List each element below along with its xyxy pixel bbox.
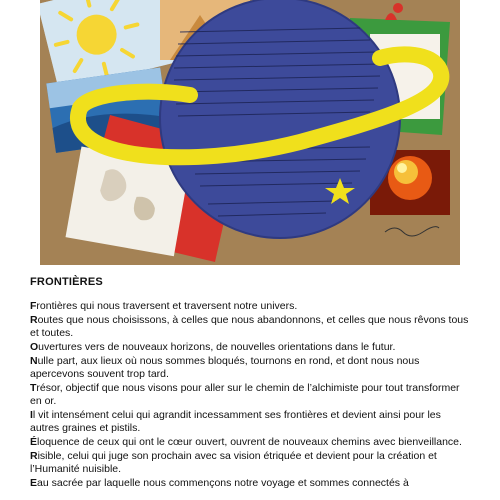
poem-paragraph: Eau sacrée par laquelle nous commençons notre voyage et sommes connectés à [30, 477, 409, 489]
poem-title: FRONTIÈRES [30, 276, 103, 288]
poem-paragraph: Ouvertures vers de nouveaux horizons, de nouvelles orientations dans le futur. [30, 341, 396, 353]
collage-illustration [40, 0, 460, 265]
poem-paragraph: Il vit intensément celui qui agrandit incessamment ses frontières et devient ainsi pour les autres graines et pistils. [30, 409, 441, 434]
poem-paragraph: Éloquence de ceux qui ont le cœur ouvert, ouvrent de nouveaux chemins avec bienveillance. [30, 436, 462, 448]
poem-paragraph: Routes que nous choisissons, à celles que nous abandonnons, et celles que nous rêvons tous et toutes. [30, 314, 469, 339]
poem-paragraph: Trésor, objectif que nous visons pour aller sur le chemin de l’alchimiste pour tout transformer en or. [30, 382, 460, 407]
poem-paragraph: Risible, celui qui juge son prochain avec sa vision étriquée et devient pour la création et l’Humanité nuisible. [30, 450, 437, 475]
poem-paragraph: Frontières qui nous traversent et traversent notre univers. [30, 300, 298, 312]
artwork-photo [40, 0, 460, 265]
poem-paragraph: Nulle part, aux lieux où nous sommes bloqués, tournons en rond, et dont nous nous apercevons souvent trop tard. [30, 355, 420, 380]
poem-text [30, 276, 470, 491]
